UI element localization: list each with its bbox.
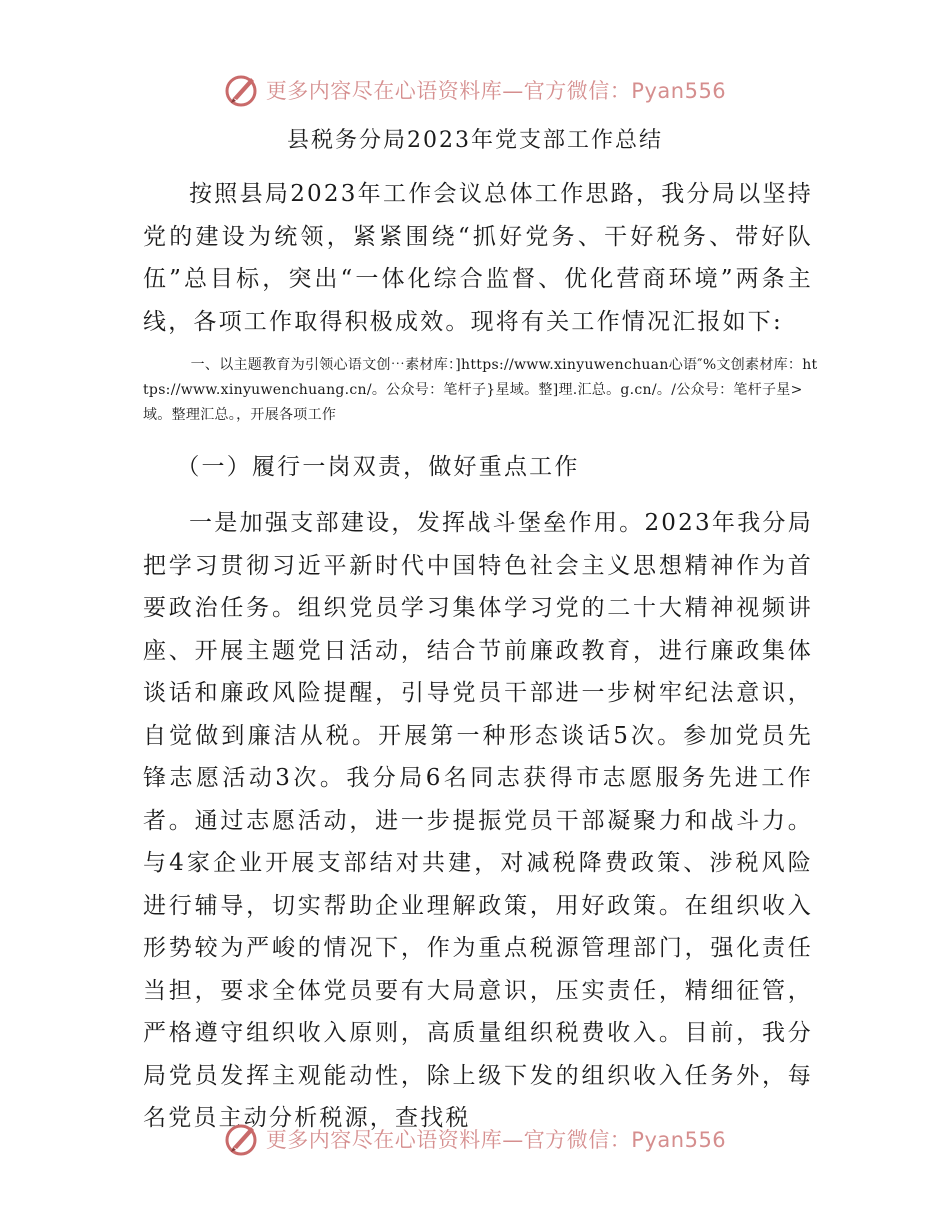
quill-logo-icon (224, 72, 260, 108)
watermark-text-top: 更多内容尽在心语资料库—官方微信：Pyan556 (265, 79, 727, 103)
section-one-heading: 一、以主题教育为引领心语文创⋯素材库：]https://www.xinyuwenchuan心语″%文创素材库：https://www.xinyuwenchuang.cn/。公众号：笔杆子}星域。整]理.汇总。g.cn/。/公众号：笔杆子星>域。整理汇总。，开展各项工作 (143, 357, 818, 423)
watermark-banner-top (0, 70, 950, 110)
watermark-banner-bottom (0, 1119, 950, 1159)
intro-paragraph: 按照县局2023年工作会议总体工作思路，我分局以坚持党的建设为统领，紧紧围绕“抓好党务、干好税务、带好队伍”总目标，突出“一体化综合监督、优化营商环境”两条主线，各项工作取得积极成效。现将有关工作情况汇报如下: (143, 181, 813, 335)
document-title: 县税务分局2023年党支部工作总结 (287, 128, 663, 153)
main-paragraph: 一是加强支部建设，发挥战斗堡垒作用。2023年我分局把学习贯彻习近平新时代中国特色社会主义思想精神作为首要政治任务。组织党员学习集体学习党的二十大精神视频讲座、开展主题党日活动，结合节前廉政教育，进行廉政集体谈话和廉政风险提醒，引导党员干部进一步树牢纪法意识，自觉做到廉洁从税。开展第一种形态谈话5次。参加党员先锋志愿活动3次。我分局6名同志获得市志愿服务先进工作者。通过志愿活动，进一步提振党员干部凝聚力和战斗力。与4家企业开展支部结对共建，对减税降费政策、涉税风险进行辅导，切实帮助企业理解政策，用好政策。在组织收入形势较为严峻的情况下，作为重点税源管理部门，强化责任当担，要求全体党员要有大局意识，压实责任，精细征管，严格遵守组织收入原则，高质量组织税费收入。目前，我分局党员发挥主观能动性，除上级下发的组织收入任务外，每名党员主动分析税源，查找税 (143, 510, 813, 1131)
quill-logo-icon (224, 1121, 260, 1157)
subsection-one-heading: （一）履行一岗双责，做好重点工作 (176, 454, 580, 480)
watermark-text-bottom: 更多内容尽在心语资料库—官方微信：Pyan556 (265, 1128, 727, 1152)
